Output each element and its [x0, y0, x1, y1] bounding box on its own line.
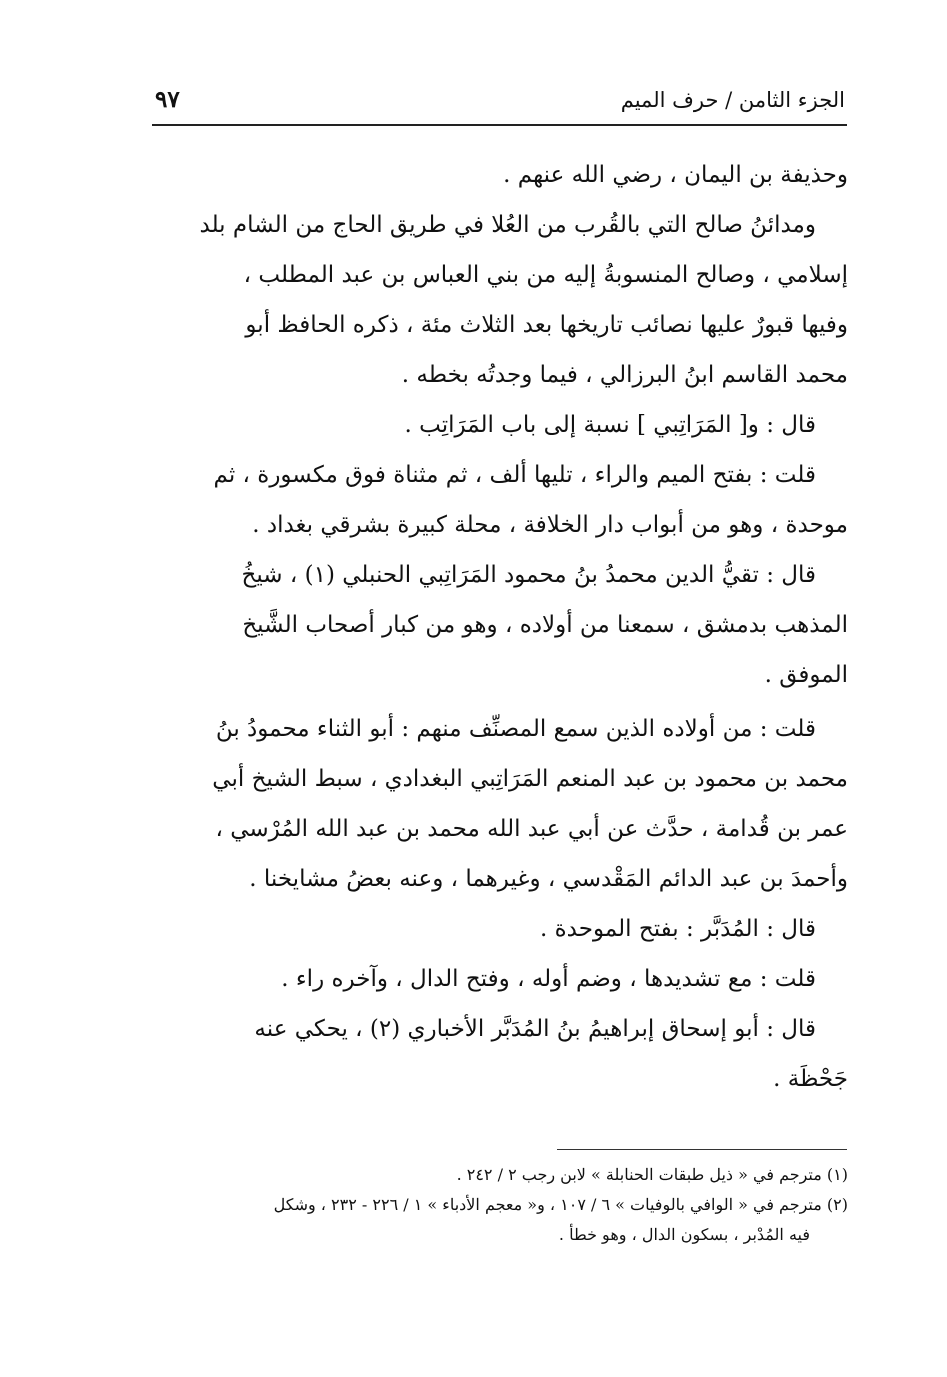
body-line: إسلامي ، وصالح المنسوبةُ إليه من بني العباس بن عبد المطلب ،: [243, 262, 848, 288]
body-line: قلت : مع تشديدها ، وضم أوله ، وفتح الدال ، وآخره راء .: [281, 966, 816, 992]
footnote-1: (١) مترجم في « ذيل طبقات الحنابلة » لابن رجب ٢ / ٢٤٢ .: [456, 1165, 848, 1184]
body-line: محمد بن محمود بن عبد المنعم المَرَاتِبي البغدادي ، سبط الشيخ أبي: [212, 766, 848, 792]
header-rule: [152, 124, 847, 126]
body-line: قلت : بفتح الميم والراء ، تليها ألف ، ثم مثناة فوق مكسورة ، ثم: [213, 462, 816, 488]
body-line: قال : و[ المَرَاتِبي ] نسبة إلى باب المَرَاتِب .: [404, 412, 816, 438]
body-line: قال : تقيُّ الدين محمدُ بنُ محمود المَرَاتِبي الحنبلي (١) ، شيخُ: [241, 562, 816, 588]
body-line: قلت : من أولاده الذين سمع المصنِّف منهم : أبو الثناء محمودُ بنُ: [215, 716, 816, 742]
body-line: عمر بن قُدامة ، حدَّث عن أبي عبد الله محمد بن عبد الله المُرْسي ،: [215, 816, 848, 842]
footnote-2-continuation: فيه المُدْبر ، بسكون الدال ، وهو خطأ .: [558, 1225, 810, 1244]
footnotes: [155, 1160, 848, 1250]
body-line: موحدة ، وهو من أبواب دار الخلافة ، محلة كبيرة بشرقي بغداد .: [252, 512, 848, 538]
body-line: جَحْظَة .: [773, 1066, 848, 1092]
body-line: قال : المُدَبَّر : بفتح الموحدة .: [540, 916, 816, 942]
footnote-2: (٢) مترجم في « الوافي بالوفيات » ٦ / ١٠٧ ، و« معجم الأدباء » ١ / ٢٢٦ - ٢٣٢ ، وشكل: [273, 1195, 848, 1214]
running-title: الجزء الثامن / حرف الميم: [620, 88, 845, 112]
body-line: قال : أبو إسحاق إبراهيمُ بنُ المُدَبَّر الأخباري (٢) ، يحكي عنه: [254, 1016, 816, 1042]
body-text: [155, 150, 848, 1104]
body-line: محمد القاسم ابنُ البرزالي ، فيما وجدتُه بخطه .: [401, 362, 848, 388]
page-header: [155, 84, 845, 122]
page-number: ٩٧: [155, 86, 180, 113]
body-line: وفيها قبورٌ عليها نصائب تاريخها بعد الثلاث مئة ، ذكره الحافظ أبو: [245, 312, 848, 338]
body-line: وأحمدَ بن عبد الدائم المَقْدسي ، وغيرهما ، وعنه بعضُ مشايخنا .: [249, 866, 848, 892]
footnote-rule: [557, 1149, 847, 1150]
body-line: الموفق .: [764, 662, 848, 688]
body-line: ومدائنُ صالح التي بالقُرب من العُلا في طريق الحاج من الشام بلد: [199, 212, 816, 238]
body-line: المذهب بدمشق ، سمعنا من أولاده ، وهو من كبار أصحاب الشَّيخ: [242, 612, 848, 638]
body-line: وحذيفة بن اليمان ، رضي الله عنهم .: [503, 162, 848, 188]
